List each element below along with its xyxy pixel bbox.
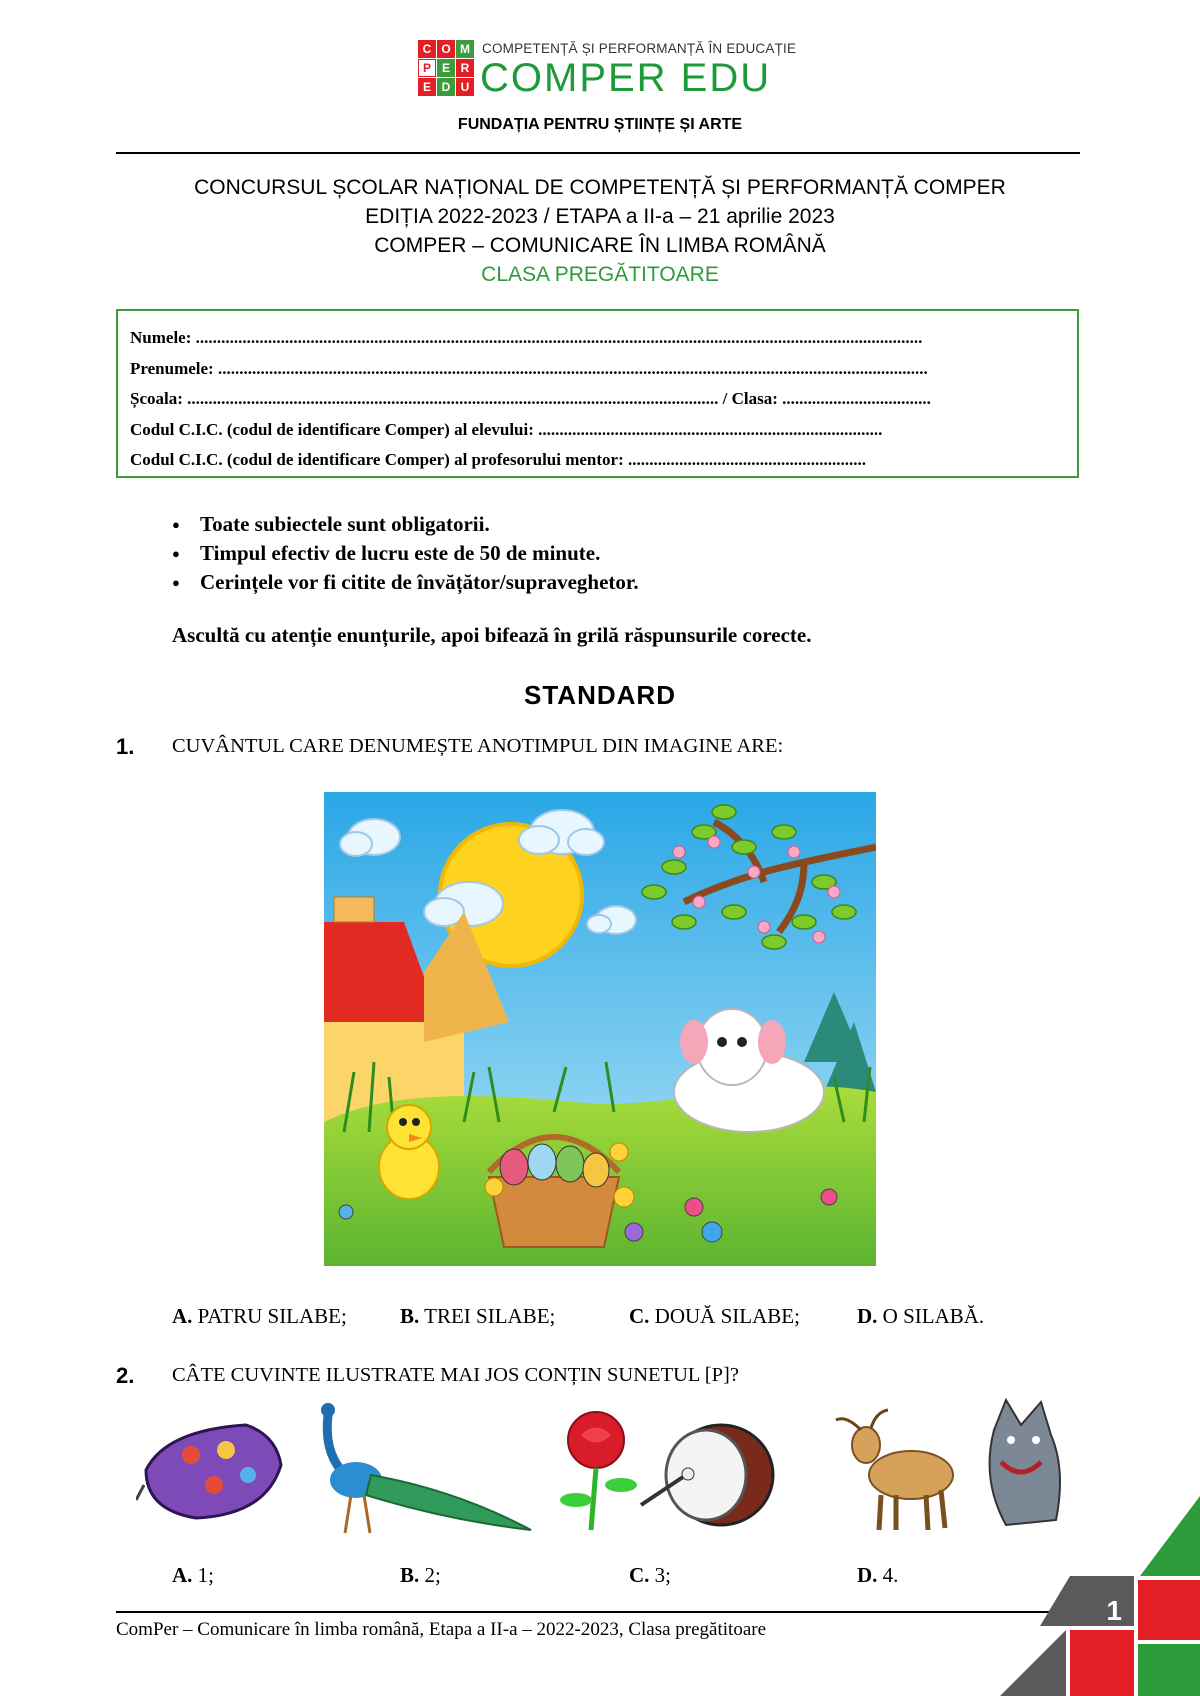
title-class: CLASA PREGĂTITOARE <box>481 263 719 286</box>
field-cic-elev[interactable]: Codul C.I.C. (codul de identificare Comper) al elevului: ................................................................................. <box>130 419 883 439</box>
footer-text: ComPer – Comunicare în limba română, Etapa a II-a – 2022-2023, Clasa pregătitoare <box>116 1619 767 1640</box>
corner-decoration <box>1000 1496 1200 1696</box>
question-number: 1. <box>116 734 135 759</box>
question-text: CUVÂNTUL CARE DENUMEȘTE ANOTIMPUL DIN IMAGINE ARE: <box>172 735 784 757</box>
logo-tagline: COMPETENȚĂ ȘI PERFORMANȚĂ ÎN EDUCAȚIE <box>482 41 797 56</box>
option-text: DOUĂ SILABE; <box>654 1304 800 1328</box>
rule-item: ● Cerințele vor fi citite de învățător/supraveghetor. <box>172 568 639 597</box>
answer-option[interactable] <box>629 1563 671 1588</box>
logo-brand: COMPER EDU <box>480 56 772 100</box>
goat-picture <box>836 1410 953 1530</box>
foundation-name: FUNDAȚIA PENTRU ȘTIINȚE ȘI ARTE <box>457 116 743 133</box>
q2-illustrations <box>136 1390 1076 1540</box>
student-info-box <box>116 309 1079 478</box>
answer-option[interactable] <box>857 1304 984 1329</box>
title-contest: CONCURSUL ȘCOLAR NAȚIONAL DE COMPETENȚĂ ȘI PERFORMANȚĂ COMPER <box>194 176 1006 199</box>
title-subject: COMPER – COMUNICARE ÎN LIMBA ROMÂNĂ <box>374 234 826 257</box>
field-prenumele[interactable]: Prenumele: ....................................................................................................................................................................... <box>130 358 928 378</box>
rules-list <box>172 510 639 597</box>
option-letter: C. <box>629 1563 650 1587</box>
question-text: CÂTE CUVINTE ILUSTRATE MAI JOS CONȚIN SUNETUL [P]? <box>172 1364 739 1386</box>
answer-option[interactable] <box>172 1304 347 1329</box>
logo-letter: P <box>418 59 436 77</box>
rule-item: ● Timpul efectiv de lucru este de 50 de minute. <box>172 539 639 568</box>
header-divider <box>116 152 1080 154</box>
option-text: PATRU SILABE; <box>197 1304 347 1328</box>
field-numele[interactable]: Numele: ........................................................................................................................................................................... <box>130 328 923 347</box>
logo-letter: D <box>437 78 455 96</box>
question-number: 2. <box>116 1363 135 1388</box>
logo-letter: E <box>437 59 455 77</box>
option-text: 3; <box>654 1563 672 1587</box>
option-text: TREI SILABE; <box>424 1304 556 1328</box>
field-cic-profesor[interactable]: Codul C.I.C. (codul de identificare Comper) al profesorului mentor: ........................................................ <box>130 450 867 469</box>
exam-titles <box>0 173 1200 289</box>
option-text: 2; <box>424 1563 441 1587</box>
option-text: O SILABĂ. <box>882 1304 985 1328</box>
answer-option[interactable] <box>857 1563 898 1588</box>
answer-option[interactable] <box>629 1304 800 1329</box>
logo-letter: M <box>456 40 474 58</box>
rule-item: ● Toate subiectele sunt obligatorii. <box>172 510 639 539</box>
logo-mark <box>418 40 474 96</box>
footer-divider <box>116 1611 1116 1613</box>
logo-letter: O <box>437 40 455 58</box>
option-letter: B. <box>400 1563 420 1587</box>
option-letter: B. <box>400 1304 420 1328</box>
option-letter: D. <box>857 1563 878 1587</box>
option-letter: A. <box>172 1304 193 1328</box>
answer-option[interactable] <box>172 1563 214 1588</box>
field-scoala-clasa[interactable]: Școala: ............................................................................................................................. / Clasa: ................................... <box>130 389 931 408</box>
option-text: 4. <box>882 1563 899 1587</box>
option-letter: D. <box>857 1304 878 1328</box>
option-letter: C. <box>629 1304 650 1328</box>
logo-letter: U <box>456 78 474 96</box>
title-edition: EDIȚIA 2022-2023 / ETAPA a II-a – 21 aprilie 2023 <box>365 205 835 228</box>
logo-letter: R <box>456 59 474 77</box>
answer-option[interactable] <box>400 1304 555 1329</box>
spring-scene-illustration <box>324 792 876 1266</box>
section-title: STANDARD <box>524 680 676 710</box>
drum-picture <box>641 1425 773 1525</box>
option-text: 1; <box>197 1563 215 1587</box>
answer-option[interactable] <box>400 1563 441 1588</box>
pencil-case-picture <box>136 1425 281 1518</box>
egg-basket <box>489 1177 619 1247</box>
instruction-text: Ascultă cu atenție enunțurile, apoi bifează în grilă răspunsurile corecte. <box>172 623 812 647</box>
rose-picture <box>560 1412 637 1530</box>
page-number: 1 <box>1106 1595 1122 1626</box>
logo-letter: E <box>418 78 436 96</box>
peacock-picture <box>321 1403 531 1533</box>
logo-letter: C <box>418 40 436 58</box>
option-letter: A. <box>172 1563 193 1587</box>
